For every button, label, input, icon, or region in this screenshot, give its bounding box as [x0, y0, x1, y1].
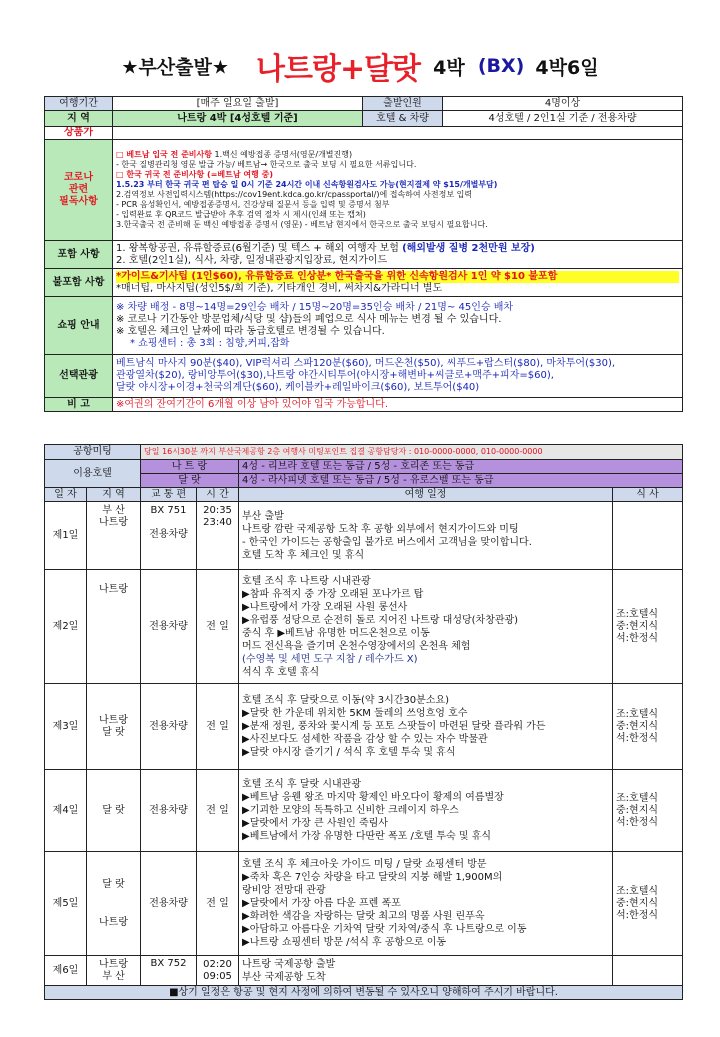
- covid-label: 코로나 관련 필독사항: [45, 140, 113, 241]
- covid-line: - PCR 음성확인서, 예방접종증명서, 건강상태 질문서 등을 입력 및 증명서 첨부: [116, 200, 390, 209]
- hotel-use-label: 이용호텔: [45, 460, 141, 488]
- col-time: 시 간: [197, 488, 239, 502]
- time-text: 02:20: [203, 958, 232, 970]
- day-number: 제3일: [45, 684, 87, 770]
- day-time: [197, 770, 239, 852]
- day-schedule: [239, 852, 613, 956]
- region-text: 나트랑: [99, 714, 128, 726]
- schedule-line: ▶베트남 응웬 왕조 마지막 황제인 바오다이 황제의 여름별장: [242, 792, 504, 803]
- time-text: 20:35: [203, 505, 232, 516]
- time-text: 전 일: [206, 804, 229, 816]
- trip-duration: 4박6일: [535, 56, 599, 79]
- include-line: (해외발생 질병 2천만원 보장): [402, 242, 535, 254]
- schedule-line: 호텔 조식 후 달랏으로 이동(약 3시간30분소요): [242, 695, 450, 706]
- option-line: 관광열차($20), 랑비앙투어($30),나트랑 야간시티투어(야시장+해변바+씨클로+맥주+피자=$60),: [116, 370, 554, 381]
- schedule-line: ▶유럽풍 성당으로 순전히 돌로 지어진 나트랑 대성당(차창관광): [242, 614, 519, 626]
- schedule-line: ▶달랏에서 가장 큰 사원인 죽림사: [242, 818, 389, 829]
- day-time: [197, 502, 239, 570]
- region-label: 지 역: [45, 111, 113, 127]
- hotel-desc: 4성 - 리브라 호텔 또는 동급 / 5성 - 호리존 또는 동급: [239, 460, 683, 474]
- day-meals: [613, 770, 683, 852]
- day-row: [45, 684, 683, 770]
- include-value: [113, 241, 683, 269]
- price-value: [113, 127, 683, 140]
- exclude-line: *가이드&기사팁 (1인$60), 유류할증료 인상분* 한국출국을 위한 신속항원검사 1인 약 $10 불포함: [116, 271, 679, 283]
- meeting-value: 당일 16시30분 까지 부산국제공항 2층 여행사 미팅포인트 집결 공항담당자 : 010-0000-0000, 010-0000-0000: [141, 445, 683, 460]
- transport-text: 전용차량: [149, 897, 188, 909]
- airline-code: (BX): [477, 55, 525, 77]
- day-time: [197, 956, 239, 986]
- day-meals: [613, 570, 683, 684]
- schedule-line: (수영복 및 세면 도구 지참 / 레수가드 X): [242, 653, 418, 665]
- day-number: 제1일: [45, 502, 87, 570]
- meal-text: 석:한정식: [616, 632, 659, 644]
- col-region: 지 역: [87, 488, 141, 502]
- schedule-line: ▶달랏 한 가운데 위치한 5KM 둘레의 쓰엉흐엉 호수: [242, 708, 468, 719]
- exclude-value: [113, 269, 683, 297]
- schedule-table: [44, 444, 683, 1000]
- day-row: [45, 770, 683, 852]
- schedule-line: 호텔 도착 후 체크인 및 휴식: [242, 549, 365, 561]
- day-time: [197, 852, 239, 956]
- schedule-line: ▶달랏에서 가장 아름 다운 프렌 폭포: [242, 898, 401, 909]
- day-region: [87, 570, 141, 684]
- people-label: 출발인원: [363, 97, 443, 111]
- day-transport: [141, 770, 197, 852]
- hotel-value: 4성호텔 / 2인1실 기준 / 전용차량: [443, 111, 683, 127]
- region-text: 나트랑: [99, 584, 128, 595]
- region-value: 나트랑 4박 [4성호텔 기준]: [113, 111, 363, 127]
- time-text: 전 일: [206, 897, 229, 909]
- transport-text: 전용차량: [149, 620, 188, 632]
- day-region: [87, 852, 141, 956]
- shopping-line: ※ 차량 배정 - 8명~14명=29인승 배차 / 15명~20명=35인승 배차 / 21명~ 45인승 배차: [116, 301, 514, 313]
- day-schedule: [239, 502, 613, 570]
- day-row: [45, 502, 683, 570]
- region-text: 나트랑: [99, 916, 128, 928]
- note-label: 비 고: [45, 398, 113, 412]
- covid-line: 1.5.23 부터 한국 귀국 편 탑승 일 0시 기준 24시간 이내 신속항원검사도 가능(현지결제 약 $15/개별부담): [116, 180, 498, 189]
- time-text: 09:05: [203, 970, 232, 982]
- schedule-line: 석식 후 호텔 휴식: [242, 666, 320, 678]
- region-text: 달 랏: [102, 804, 125, 816]
- hotel-desc: 4성 - 라사피넷 호텔 또는 동급 / 5성 - 유로스벨 또는 동급: [239, 474, 683, 488]
- schedule-line: 랑비앙 전망대 관광: [242, 885, 326, 896]
- col-transport: 교 통 편: [141, 488, 197, 502]
- covid-notes: [113, 140, 683, 241]
- hotel-city: 나 트 랑: [141, 460, 239, 474]
- shopping-line: ※ 호텔은 체크인 날짜에 따라 동급호텔로 변경될 수 있습니다.: [116, 325, 385, 337]
- product-name: 나트랑+달랏: [256, 52, 421, 87]
- shopping-value: [113, 297, 683, 355]
- schedule-line: ▶사진보다도 섬세한 작품을 감상 할 수 있는 자수 박물관: [242, 734, 488, 745]
- day-transport: [141, 502, 197, 570]
- schedule-line: ▶베트남에서 가장 유명한 다딴란 폭포 /호텔 투숙 및 휴식: [242, 831, 492, 842]
- covid-line: 1.백신 예방접종 증명서(영문/개별진행): [214, 150, 353, 159]
- time-text: 전 일: [206, 720, 229, 732]
- option-line: 달랏 야시장+이경+천국의계단($60), 케이블카+레일바이크($60), 보트투어($40): [116, 382, 480, 393]
- people-value: 4명이상: [443, 97, 683, 111]
- meal-text: 조:호텔식: [616, 885, 659, 897]
- meal-text: 조:호텔식: [616, 792, 659, 804]
- col-day: 일 자: [45, 488, 87, 502]
- day-schedule: [239, 684, 613, 770]
- day-transport: [141, 956, 197, 986]
- day-number: 제2일: [45, 570, 87, 684]
- schedule-line: ▶나트랑에서 가장 오래된 사원 롱선사: [242, 601, 408, 613]
- shopping-line: ※ 코로나 기간동안 방문업체/식당 및 샵)들의 폐업으로 식사 메뉴는 변경 될 수 있습니다.: [116, 313, 502, 325]
- nights: 4박: [433, 56, 465, 79]
- time-text: 23:40: [203, 517, 232, 528]
- schedule-line: 나트랑 깜란 국제공항 도착 후 공항 외부에서 현지가이드와 미팅: [242, 523, 519, 535]
- note-value: ※여권의 잔여기간이 6개월 이상 남아 있어야 입국 가능합니다.: [113, 398, 683, 412]
- col-meals: 식 사: [613, 488, 683, 502]
- day-meals: [613, 852, 683, 956]
- meeting-label: 공항미팅: [45, 445, 141, 460]
- covid-line: □ 한국 귀국 전 준비사항 (=베트남 여행 중): [116, 170, 273, 179]
- day-region: [87, 956, 141, 986]
- schedule-line: 호텔 조식 후 나트랑 시내관광: [242, 575, 371, 587]
- schedule-line: ▶화려한 색감을 자랑하는 달랏 최고의 명품 사원 린푸옥: [242, 911, 485, 922]
- covid-line: - 입력완료 후 QR코드 발급받아 추후 검역 절차 시 제시(인쇄 또는 캡쳐): [116, 210, 366, 219]
- covid-line: 3.한국출국 전 준비해 둔 백신 예방접종 증명서 (영문) - 베트남 현지에서 한국으로 출국 보딩시 필요합니다.: [116, 220, 488, 229]
- day-region: [87, 770, 141, 852]
- schedule-line: 나트랑 국제공항 출발: [242, 958, 336, 970]
- transport-text: BX 751: [150, 505, 187, 516]
- day-meals: [613, 502, 683, 570]
- period-label: 여행기간: [45, 97, 113, 111]
- day-transport: [141, 570, 197, 684]
- hotel-label: 호텔 & 차량: [363, 111, 443, 127]
- day-row: [45, 956, 683, 986]
- meal-text: 조:호텔식: [616, 708, 659, 720]
- time-text: 전 일: [206, 620, 229, 632]
- include-label: 포함 사항: [45, 241, 113, 269]
- day-transport: [141, 684, 197, 770]
- transport-text: 전용차량: [149, 529, 188, 540]
- info-table: [44, 96, 683, 412]
- footer-note: ■상기 일정은 항공 및 현지 사정에 의하여 변동될 수 있사오니 양해하여 주시기 바랍니다.: [45, 986, 683, 1000]
- meal-text: 석:한정식: [616, 909, 659, 921]
- region-text: 달 랏: [102, 726, 125, 738]
- meal-text: 석:한정식: [616, 816, 659, 828]
- region-text: 부 산: [102, 970, 125, 982]
- meal-text: 중:현지식: [616, 804, 659, 816]
- schedule-line: 호텔 조식 후 체크아웃 가이드 미팅 / 달랏 쇼핑센터 방문: [242, 859, 487, 870]
- schedule-line: ▶달랏 야시장 즐기기 / 석식 후 호텔 투숙 및 휴식: [242, 747, 456, 758]
- meal-text: 중:현지식: [616, 620, 659, 632]
- option-label: 선택관광: [45, 355, 113, 398]
- departure-city: ★부산출발★: [121, 56, 229, 79]
- shopping-label: 쇼핑 안내: [45, 297, 113, 355]
- schedule-line: 호텔 조식 후 달랏 시내관광: [242, 779, 361, 790]
- meal-text: 조:호텔식: [616, 608, 659, 620]
- day-number: 제6일: [45, 956, 87, 986]
- region-text: 달 랏: [102, 878, 125, 890]
- col-schedule: 여행 일정: [239, 488, 613, 502]
- page-title: [0, 44, 720, 94]
- schedule-line: ▶참파 유적지 중 가장 오래된 포나가르 탑: [242, 588, 424, 600]
- exclude-line: *매너팁, 마사지팁(성인5$/회 기준), 기타개인 경비, 써차지&가라디너 별도: [116, 282, 443, 294]
- day-time: [197, 684, 239, 770]
- day-row: [45, 570, 683, 684]
- day-schedule: [239, 570, 613, 684]
- day-row: [45, 852, 683, 956]
- schedule-line: ▶나트랑 쇼핑센터 방문 /석식 후 공항으로 이동: [242, 937, 447, 948]
- meal-text: 중:현지식: [616, 720, 659, 732]
- day-transport: [141, 852, 197, 956]
- region-text: 부 산: [102, 505, 125, 516]
- region-text: 나트랑: [99, 517, 128, 528]
- day-region: [87, 502, 141, 570]
- price-label: 상품가: [45, 127, 113, 140]
- day-meals: [613, 956, 683, 986]
- shopping-line: * 쇼핑센터 : 총 3회 : 침향,커피,잡화: [130, 337, 290, 349]
- day-schedule: [239, 956, 613, 986]
- schedule-line: ▶아담하고 아름다운 기차역 달랏 기차역/중식 후 나트랑으로 이동: [242, 924, 527, 935]
- covid-line: - 한국 질병관리청 영문 발급 가능/ 베트남→ 한국으로 출국 보딩 시 필요한 서류입니다.: [116, 160, 417, 169]
- meal-text: 석:한정식: [616, 732, 659, 744]
- day-time: [197, 570, 239, 684]
- day-region: [87, 684, 141, 770]
- schedule-line: - 한국인 가이드는 공항출입 불가로 버스에서 고객님을 맞이합니다.: [242, 536, 532, 548]
- schedule-line: 머드 전신욕을 즐기며 온천수영장에서의 온천욕 체험: [242, 640, 471, 652]
- region-text: 나트랑: [99, 958, 128, 970]
- schedule-line: 부산 출발: [242, 510, 284, 522]
- transport-text: 전용차량: [149, 720, 188, 732]
- meal-text: 중:현지식: [616, 897, 659, 909]
- include-line: 1. 왕복항공권, 유류할증료(6월기준) 및 텍스 + 해외 여행자 보험: [116, 242, 399, 254]
- schedule-line: 부산 국제공항 도착: [242, 971, 326, 983]
- option-line: 베트남식 마사지 90분($40), VIP럭셔리 스파120분($60), 머드온천($50), 씨푸드+랍스터($80), 마차투어($30),: [116, 358, 616, 369]
- exclude-label: 불포함 사항: [45, 269, 113, 297]
- hotel-city: 달 랏: [141, 474, 239, 488]
- covid-line: 2.검역정보 사전입력시스템(https://cov19ent.kdca.go.kr/cpassportal/)에 접속하여 사전정보 입력: [116, 190, 473, 199]
- schedule-line: ▶분재 정원, 풍차와 꽃시계 등 포토 스팟들이 마련된 달랏 플라워 가든: [242, 721, 546, 732]
- day-number: 제5일: [45, 852, 87, 956]
- day-number: 제4일: [45, 770, 87, 852]
- schedule-line: ▶죽차 혹은 7인승 차량을 타고 달랏의 지붕 해발 1,900M의: [242, 872, 503, 883]
- include-line: 2. 호텔(2인1실), 식사, 차량, 일정내관광지입장료, 현지가이드: [116, 254, 388, 266]
- schedule-line: 중식 후 ▶베트남 유명한 머드온천으로 이동: [242, 627, 430, 639]
- period-value: [매주 일요일 출발]: [113, 97, 363, 111]
- option-value: [113, 355, 683, 398]
- covid-line: □ 베트남 입국 전 준비사항: [116, 150, 212, 159]
- schedule-line: ▶기괴한 모양의 독특하고 신비한 크레이지 하우스: [242, 805, 459, 816]
- transport-text: BX 752: [150, 958, 187, 969]
- day-meals: [613, 684, 683, 770]
- transport-text: 전용차량: [149, 804, 188, 816]
- day-schedule: [239, 770, 613, 852]
